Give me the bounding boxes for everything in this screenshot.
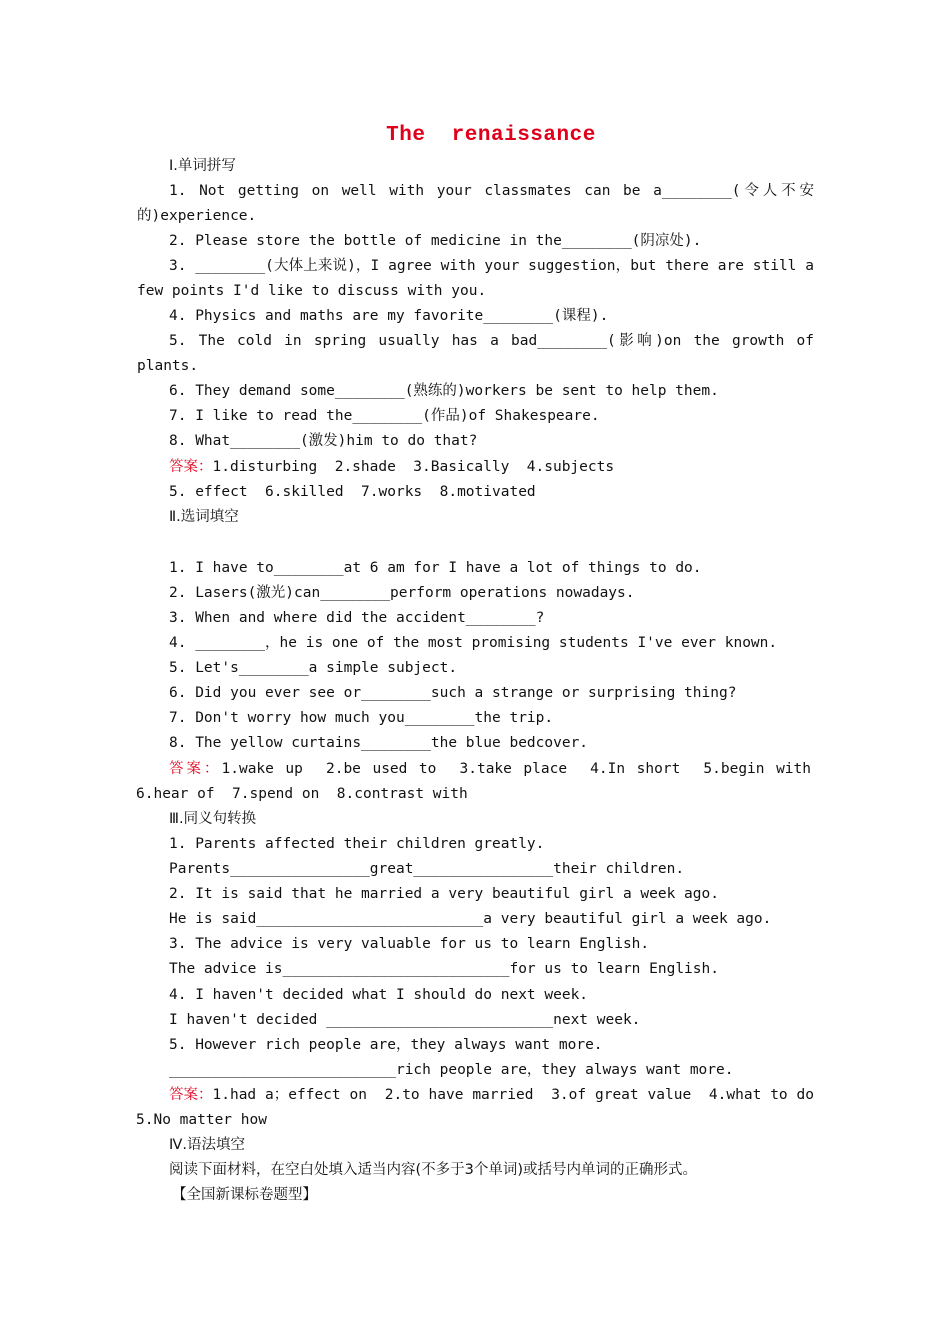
s2-q1: 1. I have to________at 6 am for I have a lot of things to do.: [169, 560, 702, 576]
section-heading-3: Ⅲ.同义句转换: [169, 811, 257, 827]
s3-q5: 5. However rich people are，they always want more.: [169, 1037, 603, 1053]
s3-answer-line2: 5.No matter how: [136, 1112, 267, 1128]
s3-answers: 1.had a；effect on 2.to have married 3.of great value 4.what to do: [212, 1087, 814, 1103]
s3-q4: 4. I haven't decided what I should do next week.: [169, 987, 589, 1003]
s3-q3-rewrite: The advice is__________________________for us to learn English.: [169, 961, 719, 977]
s3-q2: 2. It is said that he married a very beautiful girl a week ago.: [169, 886, 719, 902]
s2-q7: 7. Don't worry how much you________the trip.: [169, 710, 554, 726]
s2-answers: 1.wake up 2.be used to 3.take place 4.In short 5.begin with: [221, 761, 811, 777]
s2-q8: 8. The yellow curtains________the blue bedcover.: [169, 735, 589, 751]
answer-label: 答案：: [169, 761, 222, 777]
s1-answer-line2: 5. effect 6.skilled 7.works 8.motivated: [169, 484, 536, 500]
section-heading-1: Ⅰ.单词拼写: [169, 158, 236, 174]
s1-q6: 6. They demand some________(熟练的)workers be sent to help them.: [169, 383, 719, 399]
s3-q3: 3. The advice is very valuable for us to learn English.: [169, 936, 650, 952]
s1-answer-line1: [169, 457, 614, 477]
s1-q2: 2. Please store the bottle of medicine in the________(阴凉处).: [169, 233, 702, 249]
answer-label: 答案：: [169, 459, 213, 475]
s1-q1-line2: 的)experience.: [137, 208, 257, 224]
s2-q4: 4. ________，he is one of the most promising students I've ever known.: [169, 635, 778, 651]
s2-answer-line2: 6.hear of 7.spend on 8.contrast with: [136, 786, 468, 802]
s4-instruction: 阅读下面材料，在空白处填入适当内容(不多于3个单词)或括号内单词的正确形式。: [169, 1162, 698, 1178]
s1-q4: 4. Physics and maths are my favorite________(课程).: [169, 308, 609, 324]
s3-q1: 1. Parents affected their children greatly.: [169, 836, 545, 852]
s1-q5-line1: 5. The cold in spring usually has a bad________(影响)on the growth of: [169, 333, 814, 349]
s2-answer-line1: [169, 759, 811, 779]
s1-q7: 7. I like to read the________(作品)of Shakespeare.: [169, 408, 600, 424]
answer-label: 答案：: [169, 1087, 213, 1103]
s3-q5-rewrite: __________________________rich people are，they always want more.: [169, 1062, 734, 1078]
s2-q3: 3. When and where did the accident________?: [169, 610, 545, 626]
page-title: The renaissance: [386, 124, 596, 147]
s3-q4-rewrite: I haven't decided __________________________next week.: [169, 1012, 641, 1028]
s1-q1-line1: 1. Not getting on well with your classmates can be a________(令人不安: [169, 183, 814, 199]
section-heading-2: Ⅱ.选词填空: [169, 509, 239, 525]
s3-answer-line1: [169, 1085, 814, 1105]
s2-q5: 5. Let's________a simple subject.: [169, 660, 458, 676]
s1-q3-line1: 3. ________(大体上来说)，I agree with your suggestion，but there are still a: [169, 258, 814, 274]
s1-q5-line2: plants.: [137, 358, 199, 374]
s3-q1-rewrite: Parents________________great________________their children.: [169, 861, 685, 877]
s3-q2-rewrite: He is said__________________________a very beautiful girl a week ago.: [169, 911, 772, 927]
s4-tag: 【全国新课标卷题型】: [172, 1187, 317, 1203]
s1-q8: 8. What________(激发)him to do that?: [169, 433, 478, 449]
section-heading-4: Ⅳ.语法填空: [169, 1137, 245, 1153]
s2-q2: 2. Lasers(激光)can________perform operations nowadays.: [169, 585, 635, 601]
s1-answers: 1.disturbing 2.shade 3.Basically 4.subjects: [212, 459, 615, 475]
s2-q6: 6. Did you ever see or________such a strange or surprising thing?: [169, 685, 737, 701]
s1-q3-line2: few points I'd like to discuss with you.: [137, 283, 487, 299]
